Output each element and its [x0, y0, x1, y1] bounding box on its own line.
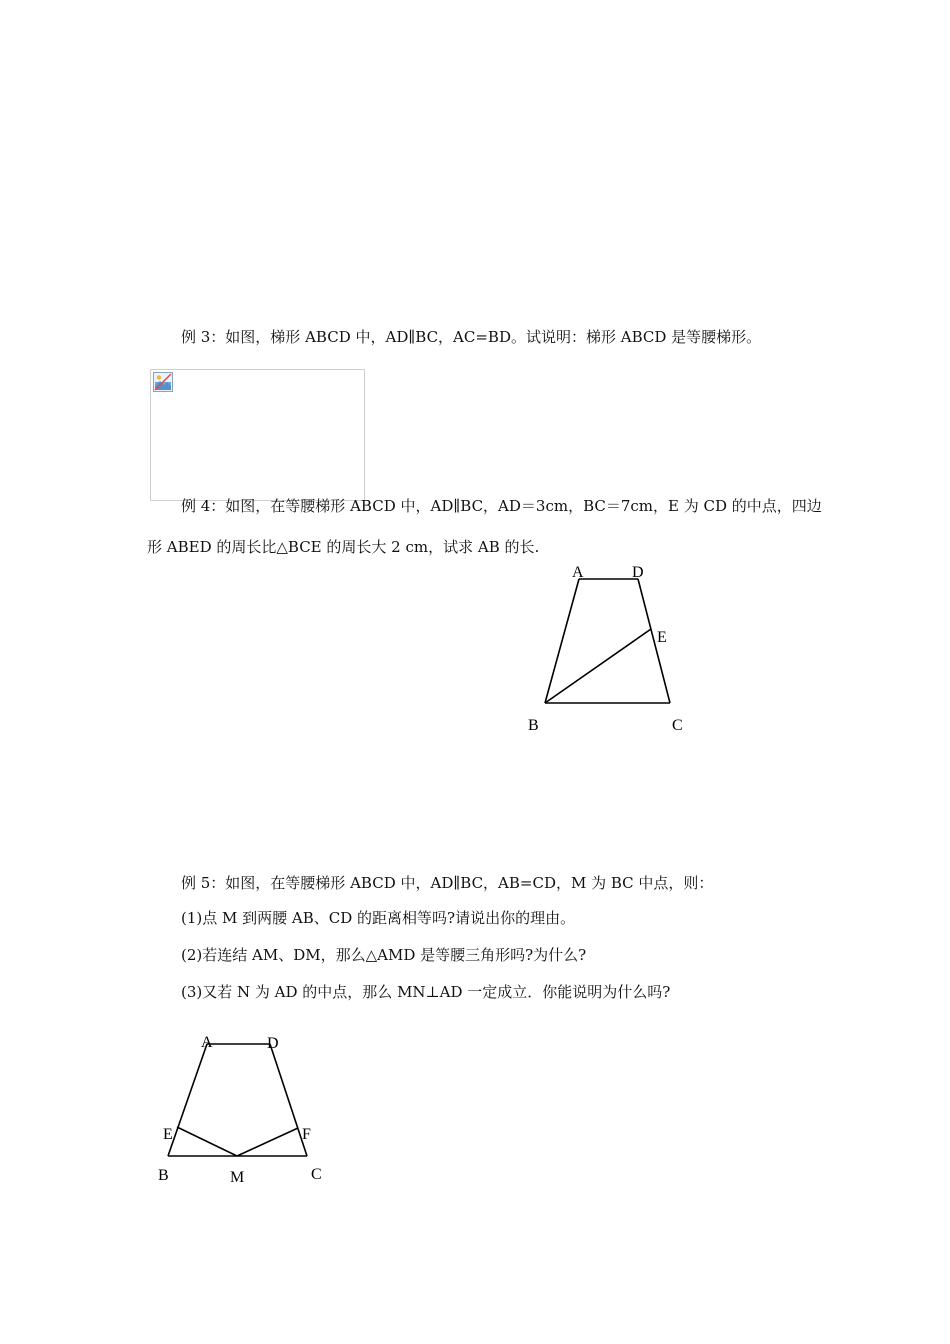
broken-image-icon: [153, 372, 173, 392]
label-b: B: [158, 1167, 169, 1184]
label-e: E: [163, 1126, 173, 1143]
example5-question2: (2)若连结 AM、DM，那么△AMD 是等腰三角形吗?为什么?: [181, 946, 587, 964]
example4-line2: 形 ABED 的周长比△BCE 的周长大 2 cm，试求 AB 的长.: [147, 538, 540, 556]
broken-image-placeholder: [150, 369, 365, 501]
label-c: C: [672, 717, 683, 734]
example5-figure: [150, 1030, 340, 1190]
label-m: M: [230, 1169, 245, 1186]
example3-text: 例 3：如图，梯形 ABCD 中，AD∥BC，AC=BD。试说明：梯形 ABCD 是等腰梯形。: [181, 328, 762, 346]
example4-figure: [520, 560, 700, 740]
edge-ab: [545, 579, 579, 703]
label-e: E: [657, 629, 667, 646]
segment-em: [177, 1127, 237, 1156]
label-d: D: [267, 1035, 279, 1052]
example5-question1: (1)点 M 到两腰 AB、CD 的距离相等吗?请说出你的理由。: [181, 909, 576, 927]
label-a: A: [201, 1034, 213, 1051]
label-b: B: [528, 717, 539, 734]
label-a: A: [572, 564, 584, 581]
label-d: D: [632, 564, 644, 581]
example5-intro: 例 5：如图，在等腰梯形 ABCD 中，AD∥BC，AB=CD，M 为 BC 中点，则：: [181, 874, 714, 892]
segment-be: [545, 629, 651, 703]
label-c: C: [311, 1166, 322, 1183]
segment-fm: [237, 1128, 298, 1156]
example5-question3: (3)又若 N 为 AD 的中点，那么 MN⊥AD 一定成立．你能说明为什么吗?: [181, 983, 671, 1001]
example4-line1: 例 4：如图，在等腰梯形 ABCD 中，AD∥BC，AD＝3cm，BC＝7cm，E 为 CD 的中点，四边: [181, 497, 822, 515]
label-f: F: [302, 1126, 311, 1143]
